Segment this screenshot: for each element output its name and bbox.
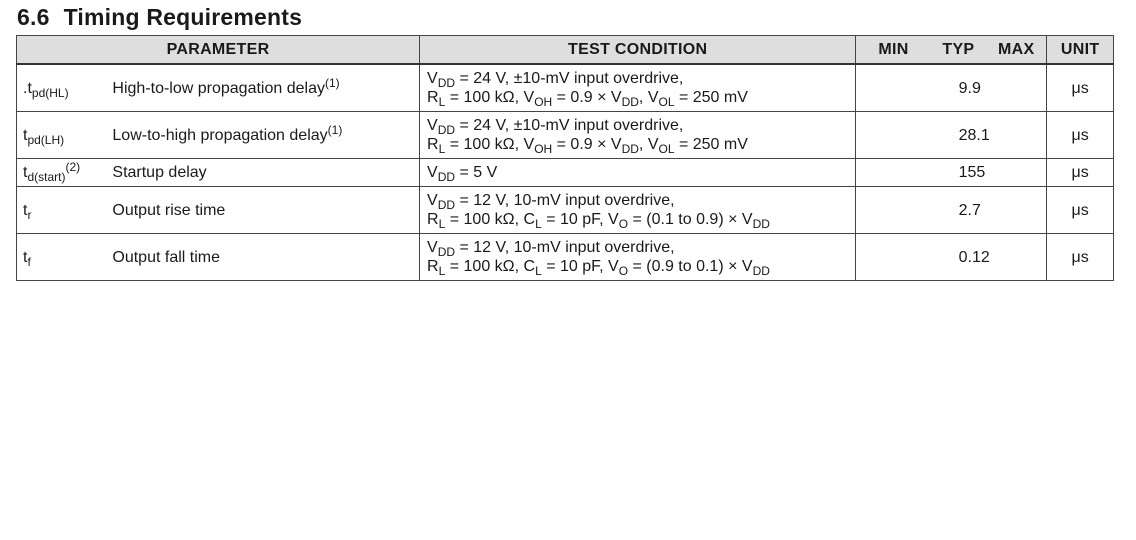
section-heading: Timing Requirements bbox=[63, 4, 303, 30]
value-unit: μs bbox=[1047, 159, 1114, 187]
value-max bbox=[986, 159, 1047, 187]
header-typ: TYP bbox=[931, 36, 987, 65]
value-max bbox=[986, 234, 1047, 281]
test-condition: $V_{DD} = 5$ V bbox=[420, 159, 856, 187]
value-typ: 28.1 bbox=[931, 112, 987, 159]
parameter-description: Startup delay bbox=[106, 159, 419, 187]
value-unit: μs bbox=[1047, 64, 1114, 112]
header-unit: UNIT bbox=[1047, 36, 1114, 65]
value-typ: 9.9 bbox=[931, 64, 987, 112]
parameter-symbol: $t_r$ bbox=[17, 187, 107, 234]
table-row bbox=[17, 187, 1114, 234]
table-row bbox=[17, 112, 1114, 159]
header-test-condition: TEST CONDITION bbox=[420, 36, 856, 65]
table-row bbox=[17, 159, 1114, 187]
section-title bbox=[17, 4, 302, 31]
value-max bbox=[986, 187, 1047, 234]
header-min: MIN bbox=[856, 36, 931, 65]
header-parameter: PARAMETER bbox=[17, 36, 420, 65]
value-typ: 2.7 bbox=[931, 187, 987, 234]
value-unit: μs bbox=[1047, 112, 1114, 159]
value-min bbox=[856, 112, 931, 159]
value-typ: 155 bbox=[931, 159, 987, 187]
value-min bbox=[856, 187, 931, 234]
parameter-description: High-to-low propagation delay$^{(1)}$ bbox=[106, 64, 419, 112]
parameter-symbol: $t_f$ bbox=[17, 234, 107, 281]
value-unit: μs bbox=[1047, 234, 1114, 281]
value-max bbox=[986, 112, 1047, 159]
value-min bbox=[856, 159, 931, 187]
value-min bbox=[856, 234, 931, 281]
section-number: 6.6 bbox=[17, 4, 50, 30]
parameter-description: Output fall time bbox=[106, 234, 419, 281]
parameter-description: Low-to-high propagation delay$^{(1)}$ bbox=[106, 112, 419, 159]
value-min bbox=[856, 64, 931, 112]
header-max: MAX bbox=[986, 36, 1047, 65]
parameter-symbol: $t_{d(start)}^{(2)}$ bbox=[17, 159, 107, 187]
test-condition: $V_{DD} = 24$ V, ±10-mV input overdrive, $R_L = 100$ kΩ, $V_{OH} = 0.9 \times V_{DD}$, $V_{OL} = 250$ mV bbox=[420, 112, 856, 159]
parameter-symbol: $t_{pd(LH)}$ bbox=[17, 112, 107, 159]
value-typ: 0.12 bbox=[931, 234, 987, 281]
table-header-row bbox=[17, 36, 1114, 65]
test-condition: $V_{DD} = 12$ V, 10-mV input overdrive, $R_L = 100$ kΩ, $C_L = 10$ pF, $V_O = (0.9$ to $0.1) \times V_{DD}$ bbox=[420, 234, 856, 281]
table-row bbox=[17, 64, 1114, 112]
value-max bbox=[986, 64, 1047, 112]
test-condition: $V_{DD} = 24$ V, ±10-mV input overdrive, $R_L = 100$ kΩ, $V_{OH} = 0.9 \times V_{DD}$, $V_{OL} = 250$ mV bbox=[420, 64, 856, 112]
value-unit: μs bbox=[1047, 187, 1114, 234]
table-row bbox=[17, 234, 1114, 281]
test-condition: $V_{DD} = 12$ V, 10-mV input overdrive, $R_L = 100$ kΩ, $C_L = 10$ pF, $V_O = (0.1$ to $0.9) \times V_{DD}$ bbox=[420, 187, 856, 234]
parameter-symbol: $.t_{pd(HL)}$ bbox=[17, 64, 107, 112]
timing-requirements-table bbox=[16, 35, 1114, 281]
parameter-description: Output rise time bbox=[106, 187, 419, 234]
